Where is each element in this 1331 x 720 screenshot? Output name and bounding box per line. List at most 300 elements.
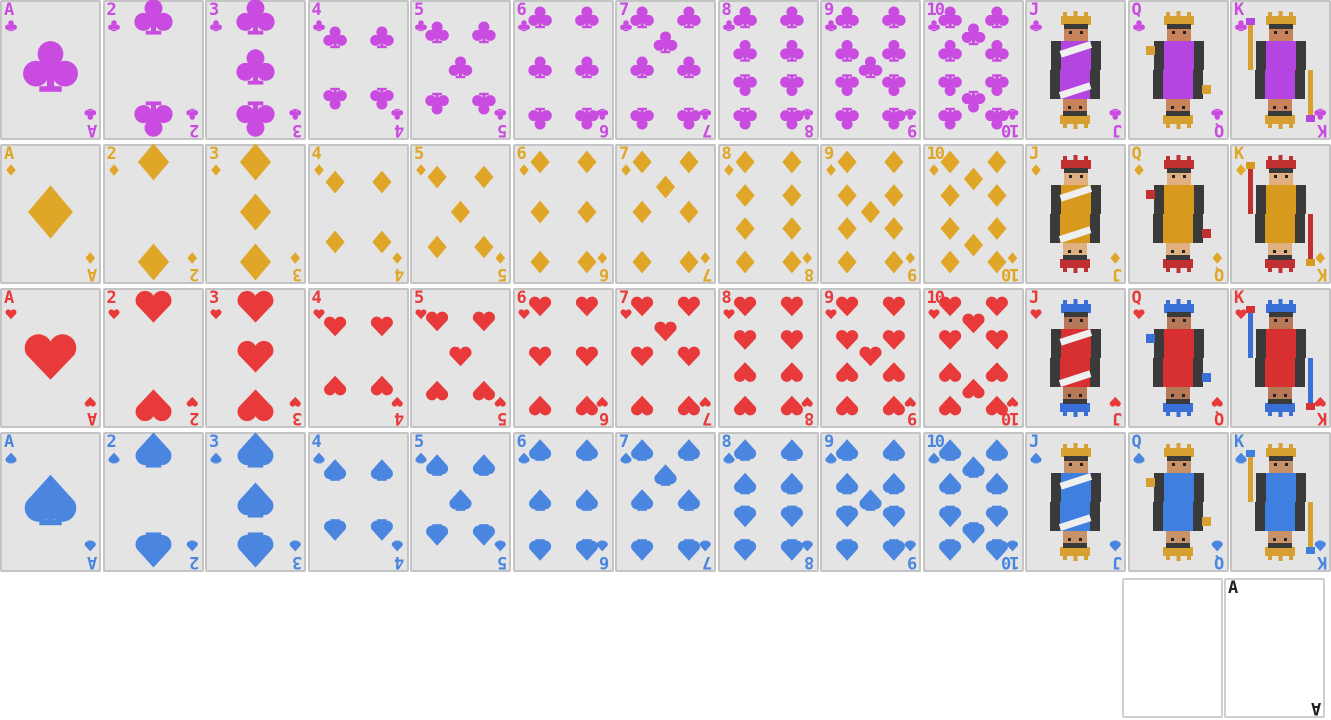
diamond-index-icon [84, 252, 96, 264]
card-5-of-clubs[interactable] [410, 0, 511, 140]
heart-pip [631, 347, 653, 367]
spade-index-icon [313, 452, 325, 464]
card-rank-label: 6 [601, 408, 610, 428]
diamond-index-icon [1235, 164, 1247, 176]
diamond-pip [240, 193, 271, 230]
card-rank-label: 4 [311, 288, 320, 308]
card-rank-label: A [4, 288, 13, 308]
card-rank-label: K [1234, 0, 1243, 20]
card-corner-index [824, 1, 832, 20]
card-q-of-diamonds[interactable] [1128, 144, 1229, 284]
spade-pip [939, 506, 961, 528]
diamond-pip [884, 217, 903, 240]
diamond-pip [963, 168, 982, 191]
spade-pip [883, 439, 905, 461]
spade-pip [238, 432, 274, 467]
card-rank-label: 5 [414, 432, 423, 452]
spade-pip [529, 489, 551, 511]
diamond-pip [884, 151, 903, 174]
card-rank-label: J [1113, 552, 1122, 572]
card-corner-index [909, 264, 917, 283]
card-rank-label: K [1318, 120, 1327, 140]
heart-index-icon [1235, 308, 1247, 320]
card-corner-index [806, 264, 814, 283]
card-rank-label: A [88, 552, 97, 572]
heart-pip [135, 291, 171, 323]
spade-index-icon [84, 540, 96, 552]
card-5-of-spades[interactable] [410, 432, 511, 572]
card-2-of-clubs[interactable] [103, 0, 204, 140]
card-corner-index [1132, 289, 1140, 308]
spade-pip [135, 532, 171, 567]
club-index-icon [313, 20, 325, 32]
card-rank-label: A [1312, 698, 1321, 718]
heart-pip [985, 297, 1007, 317]
spade-index-icon [904, 540, 916, 552]
spade-pip [883, 473, 905, 495]
card-rank-label: 9 [824, 288, 833, 308]
club-index-icon [928, 20, 940, 32]
card-corner-index [396, 552, 404, 571]
card-corner-index [107, 1, 115, 20]
card-q-of-spades[interactable] [1128, 432, 1229, 572]
card-rank-label: 10 [1003, 120, 1020, 140]
diamond-pip [577, 251, 596, 274]
spade-pip [529, 439, 551, 461]
club-pip [23, 41, 78, 92]
card-3-of-hearts[interactable] [205, 288, 306, 428]
card-a-of-diamonds[interactable] [0, 144, 101, 284]
club-index-icon [84, 108, 96, 120]
card-j-of-clubs[interactable] [1025, 0, 1126, 140]
heart-pip [575, 297, 597, 317]
diamond-index-icon [187, 252, 199, 264]
heart-index-icon [1109, 396, 1121, 408]
diamond-index-icon [1133, 164, 1145, 176]
card-a-of-hearts[interactable] [0, 288, 101, 428]
diamond-index-icon [904, 252, 916, 264]
club-pip [733, 108, 757, 130]
club-pip [733, 40, 757, 62]
spade-pip [238, 482, 274, 517]
diamond-pip [735, 184, 754, 207]
card-4-of-clubs[interactable] [308, 0, 409, 140]
spade-pip [883, 539, 905, 561]
diamond-pip [325, 231, 344, 254]
card-rank-label: 6 [516, 432, 525, 452]
heart-index-icon [699, 396, 711, 408]
card-corner-index [1319, 408, 1327, 427]
card-corner-index [601, 264, 609, 283]
club-pip [677, 6, 701, 28]
card-corner-index [396, 120, 404, 139]
card-corner-index [499, 120, 507, 139]
heart-pip [631, 396, 653, 416]
card-rank-label: 3 [293, 408, 302, 428]
card-rank-label: 5 [414, 0, 423, 20]
spade-pip [575, 539, 597, 561]
diamond-index-icon [597, 252, 609, 264]
card-k-of-spades[interactable] [1230, 432, 1331, 572]
heart-pip [25, 334, 77, 380]
card-j-of-spades[interactable] [1025, 432, 1126, 572]
card-3-of-diamonds[interactable] [205, 144, 306, 284]
diamond-index-icon [1109, 252, 1121, 264]
heart-index-icon [723, 308, 735, 320]
heart-pip [939, 362, 961, 382]
card-corner-index [209, 433, 217, 452]
club-index-icon [597, 108, 609, 120]
diamond-pip [838, 151, 857, 174]
diamond-pip [987, 184, 1006, 207]
diamond-index-icon [723, 164, 735, 176]
card-rank-label: Q [1131, 0, 1140, 20]
card-corner-index [1319, 120, 1327, 139]
club-index-icon [518, 20, 530, 32]
card-7-of-spades[interactable] [615, 432, 716, 572]
heart-pip [654, 322, 676, 342]
heart-pip [985, 330, 1007, 350]
club-pip [882, 108, 906, 130]
card-q-of-hearts[interactable] [1128, 288, 1229, 428]
card-blank[interactable] [1122, 578, 1223, 718]
queen-figure [1146, 155, 1211, 273]
spade-pip [962, 522, 984, 544]
card-6-of-diamonds[interactable] [513, 144, 614, 284]
diamond-pip [782, 251, 801, 274]
card-corner-index [294, 552, 302, 571]
card-rank-label: 4 [396, 552, 405, 572]
card-corner-index [1216, 120, 1224, 139]
card-rank-label: 7 [619, 0, 628, 20]
card-corner-index [4, 433, 12, 452]
card-corner-index [1319, 552, 1327, 571]
spade-pip [836, 439, 858, 461]
diamond-pip [137, 143, 168, 180]
spade-index-icon [1007, 540, 1019, 552]
spade-pip [780, 506, 802, 528]
card-k-of-clubs[interactable] [1230, 0, 1331, 140]
spade-index-icon [518, 452, 530, 464]
spade-index-icon [108, 452, 120, 464]
card-corner-index [824, 289, 832, 308]
card-rank-label: 6 [516, 288, 525, 308]
card-corner-index [909, 552, 917, 571]
card-5-of-diamonds[interactable] [410, 144, 511, 284]
card-rank-label: 8 [806, 552, 815, 572]
card-rank-label: 8 [721, 432, 730, 452]
card-rank-label: 4 [311, 144, 320, 164]
card-corner-index [601, 408, 609, 427]
spade-pip [985, 506, 1007, 528]
card-9-of-diamonds[interactable] [820, 144, 921, 284]
card-corner-index [619, 289, 627, 308]
card-j-of-hearts[interactable] [1025, 288, 1126, 428]
diamond-pip [530, 151, 549, 174]
card-rank-label: A [88, 408, 97, 428]
card-rank-label: A [1228, 578, 1237, 598]
card-corner-index [1114, 264, 1122, 283]
diamond-index-icon [313, 164, 325, 176]
card-8-of-hearts[interactable] [718, 288, 819, 428]
card-k-of-diamonds[interactable] [1230, 144, 1331, 284]
card-10-of-hearts[interactable] [923, 288, 1024, 428]
diamond-index-icon [415, 164, 427, 176]
diamond-pip [782, 184, 801, 207]
diamond-pip [530, 251, 549, 274]
heart-pip [575, 396, 597, 416]
card-corner-index [107, 145, 115, 164]
card-2-of-diamonds[interactable] [103, 144, 204, 284]
card-ace-template[interactable] [1224, 578, 1325, 718]
club-pip [882, 6, 906, 28]
card-2-of-hearts[interactable] [103, 288, 204, 428]
card-7-of-diamonds[interactable] [615, 144, 716, 284]
card-rank-label: A [4, 144, 13, 164]
jack-figure [1050, 11, 1101, 129]
heart-pip [473, 312, 495, 332]
diamond-pip [474, 236, 493, 259]
card-rank-label: 4 [396, 264, 405, 284]
card-corner-index [722, 1, 730, 20]
card-rank-label: 10 [926, 432, 943, 452]
card-corner-index [704, 120, 712, 139]
diamond-pip [782, 217, 801, 240]
club-pip [938, 40, 962, 62]
card-rank-label: 5 [498, 552, 507, 572]
card-9-of-hearts[interactable] [820, 288, 921, 428]
spade-pip [631, 539, 653, 561]
card-7-of-clubs[interactable] [615, 0, 716, 140]
card-4-of-diamonds[interactable] [308, 144, 409, 284]
card-4-of-spades[interactable] [308, 432, 409, 572]
card-corner-index [4, 145, 12, 164]
card-rank-label: Q [1216, 120, 1225, 140]
card-j-of-diamonds[interactable] [1025, 144, 1126, 284]
spade-pip [780, 439, 802, 461]
diamond-pip [577, 151, 596, 174]
heart-index-icon [108, 308, 120, 320]
card-corner-index [517, 145, 525, 164]
spade-pip [631, 439, 653, 461]
heart-pip [678, 297, 700, 317]
card-10-of-diamonds[interactable] [923, 144, 1024, 284]
card-corner-index [517, 289, 525, 308]
card-4-of-hearts[interactable] [308, 288, 409, 428]
card-a-of-clubs[interactable] [0, 0, 101, 140]
diamond-index-icon [802, 252, 814, 264]
card-rank-label: 5 [498, 120, 507, 140]
card-corner-index [191, 408, 199, 427]
club-index-icon [289, 108, 301, 120]
spade-pip [449, 489, 471, 511]
card-corner-index [414, 145, 422, 164]
heart-pip [836, 362, 858, 382]
card-corner-index [517, 433, 525, 452]
card-rank-label: J [1029, 288, 1038, 308]
card-8-of-spades[interactable] [718, 432, 819, 572]
heart-pip [939, 396, 961, 416]
heart-pip [734, 297, 756, 317]
card-rank-label: J [1029, 144, 1038, 164]
heart-pip [678, 396, 700, 416]
card-corner-index [619, 145, 627, 164]
card-rank-label: A [4, 432, 13, 452]
club-pip [370, 26, 394, 48]
card-q-of-clubs[interactable] [1128, 0, 1229, 140]
card-a-of-spades[interactable] [0, 432, 101, 572]
card-corner-index [89, 408, 97, 427]
club-pip [985, 40, 1009, 62]
diamond-pip [884, 251, 903, 274]
heart-pip [836, 330, 858, 350]
spade-pip [780, 473, 802, 495]
card-6-of-clubs[interactable] [513, 0, 614, 140]
club-index-icon [1007, 108, 1019, 120]
jack-figure [1050, 299, 1101, 417]
card-10-of-clubs[interactable] [923, 0, 1024, 140]
spade-pip [370, 459, 392, 481]
card-rank-label: 5 [498, 408, 507, 428]
card-rank-label: 9 [824, 144, 833, 164]
card-k-of-hearts[interactable] [1230, 288, 1331, 428]
card-corner-index [704, 264, 712, 283]
spade-pip [859, 489, 881, 511]
spade-pip [780, 539, 802, 561]
club-pip [630, 56, 654, 78]
card-10-of-spades[interactable] [923, 432, 1024, 572]
card-corner-index [414, 1, 422, 20]
spade-index-icon [187, 540, 199, 552]
diamond-pip [325, 171, 344, 194]
spade-pip [238, 532, 274, 567]
card-rank-label: 6 [601, 120, 610, 140]
heart-pip [780, 297, 802, 317]
diamond-pip [633, 201, 652, 224]
diamond-pip [735, 217, 754, 240]
spade-index-icon [1109, 540, 1121, 552]
card-corner-index [294, 120, 302, 139]
spade-pip [324, 519, 346, 541]
diamond-pip [451, 201, 470, 224]
card-rank-label: 8 [806, 264, 815, 284]
card-3-of-clubs[interactable] [205, 0, 306, 140]
card-rank-label: 3 [293, 120, 302, 140]
card-6-of-spades[interactable] [513, 432, 614, 572]
card-3-of-spades[interactable] [205, 432, 306, 572]
diamond-pip [240, 143, 271, 180]
spade-pip [939, 473, 961, 495]
card-corner-index [499, 552, 507, 571]
spade-index-icon [699, 540, 711, 552]
card-corner-index [909, 120, 917, 139]
card-rank-label: 5 [414, 144, 423, 164]
card-2-of-spades[interactable] [103, 432, 204, 572]
card-corner-index [704, 552, 712, 571]
heart-pip [426, 381, 448, 401]
card-8-of-diamonds[interactable] [718, 144, 819, 284]
diamond-pip [861, 201, 880, 224]
heart-pip [135, 389, 171, 421]
queen-figure [1146, 443, 1211, 561]
diamond-pip [987, 217, 1006, 240]
card-corner-index [1029, 145, 1037, 164]
diamond-pip [838, 251, 857, 274]
card-corner-index [824, 433, 832, 452]
card-rank-label: 6 [601, 264, 610, 284]
heart-pip [426, 312, 448, 332]
card-rank-label: Q [1216, 552, 1225, 572]
card-corner-index [927, 145, 943, 164]
diamond-index-icon [392, 252, 404, 264]
spade-pip [836, 473, 858, 495]
spade-pip [473, 454, 495, 476]
card-corner-index [294, 408, 302, 427]
card-rank-label: 9 [908, 552, 917, 572]
card-corner-index [312, 433, 320, 452]
heart-pip [962, 314, 984, 334]
heart-pip [473, 381, 495, 401]
card-corner-index [1234, 1, 1242, 20]
spade-pip [575, 439, 597, 461]
card-corner-index [209, 289, 217, 308]
card-corner-index [1029, 289, 1037, 308]
heart-pip [678, 347, 700, 367]
card-corner-index [1114, 120, 1122, 139]
spade-index-icon [1212, 540, 1224, 552]
card-rank-label: K [1234, 144, 1243, 164]
spade-pip [962, 456, 984, 478]
club-index-icon [723, 20, 735, 32]
diamond-index-icon [210, 164, 222, 176]
card-7-of-hearts[interactable] [615, 288, 716, 428]
heart-pip [985, 362, 1007, 382]
spade-pip [25, 475, 77, 525]
card-9-of-spades[interactable] [820, 432, 921, 572]
card-corner-index [601, 552, 609, 571]
card-rank-label: 7 [619, 432, 628, 452]
club-index-icon [187, 108, 199, 120]
spade-pip [985, 439, 1007, 461]
diamond-pip [735, 151, 754, 174]
card-rank-label: 9 [824, 0, 833, 20]
spade-pip [836, 506, 858, 528]
diamond-index-icon [1007, 252, 1019, 264]
card-corner-index [414, 433, 422, 452]
spade-index-icon [5, 452, 17, 464]
card-rank-label: 4 [311, 432, 320, 452]
card-corner-index [191, 264, 199, 283]
heart-pip [859, 347, 881, 367]
card-6-of-hearts[interactable] [513, 288, 614, 428]
card-rank-label: A [88, 264, 97, 284]
heart-index-icon [597, 396, 609, 408]
club-index-icon [1030, 20, 1042, 32]
card-8-of-clubs[interactable] [718, 0, 819, 140]
heart-pip [324, 317, 346, 337]
diamond-pip [372, 231, 391, 254]
card-5-of-hearts[interactable] [410, 288, 511, 428]
heart-pip [529, 297, 551, 317]
diamond-index-icon [5, 164, 17, 176]
diamond-pip [633, 151, 652, 174]
club-pip [134, 101, 172, 136]
card-rank-label: 8 [721, 0, 730, 20]
club-pip [882, 40, 906, 62]
spade-pip [426, 454, 448, 476]
card-rank-label: 2 [106, 144, 115, 164]
card-9-of-clubs[interactable] [820, 0, 921, 140]
